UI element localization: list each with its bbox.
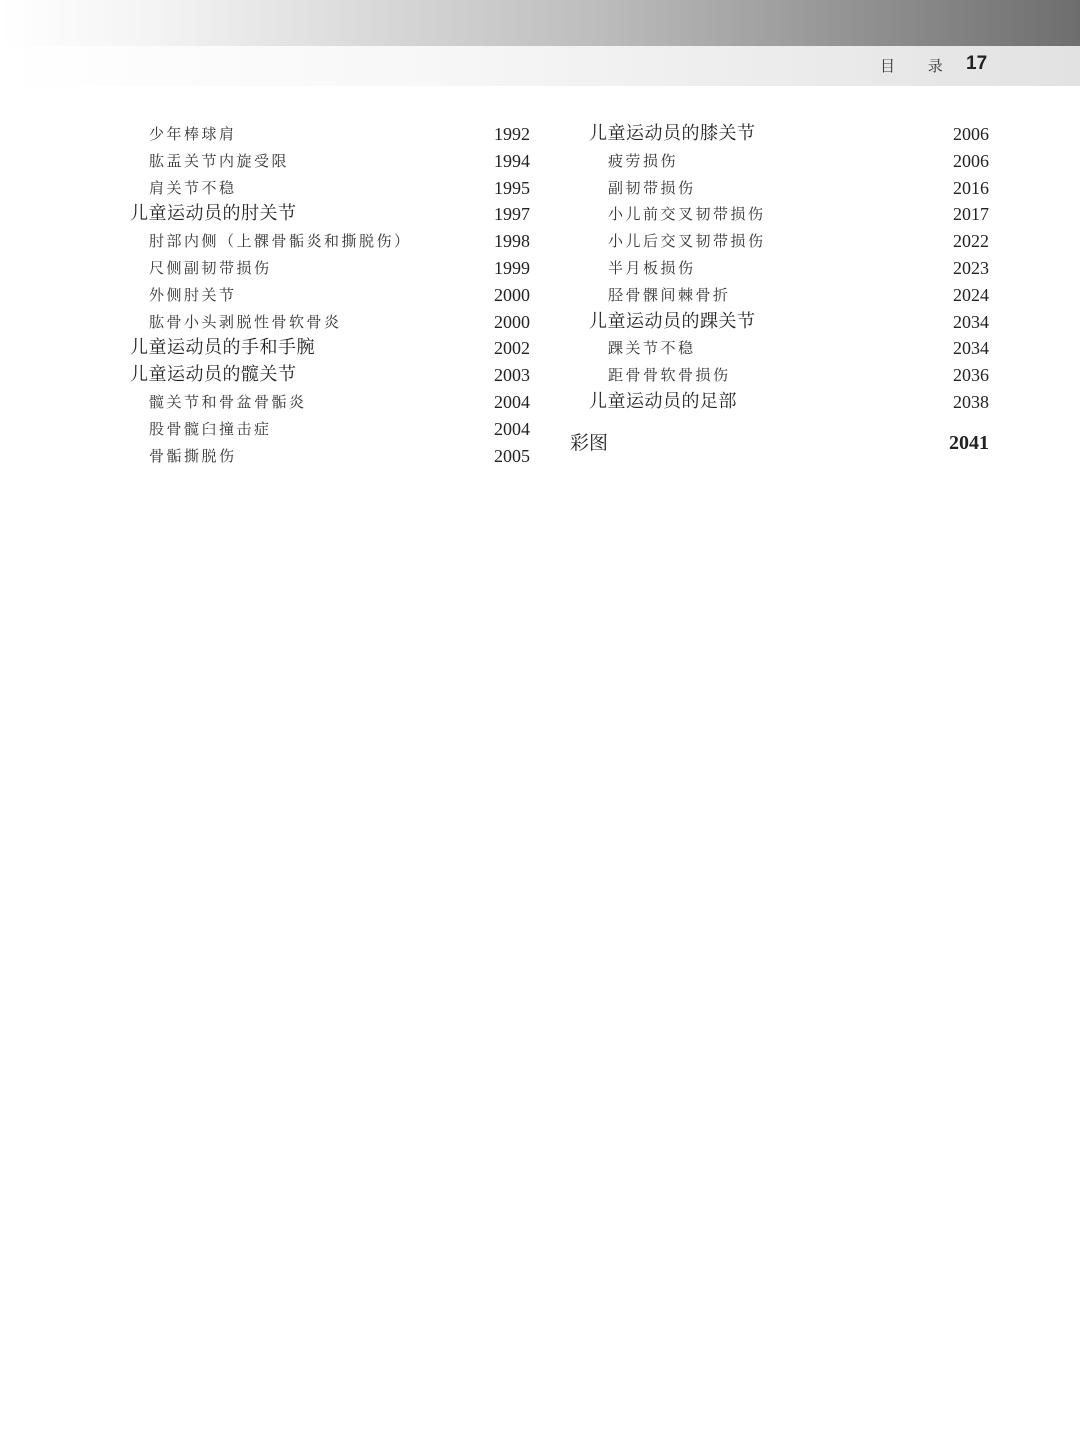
toc-chapter-entry[interactable]	[130, 201, 530, 228]
toc-entry-title: 髋关节和骨盆骨骺炎	[149, 392, 307, 411]
running-header-title: 目 录	[880, 57, 957, 75]
toc-entry-title: 踝关节不稳	[608, 339, 696, 358]
toc-entry-page: 1999	[494, 257, 530, 278]
toc-major-entry-page: 2041	[949, 432, 989, 454]
toc-entry-title: 肱盂关节内旋受限	[149, 151, 290, 170]
toc-entry-page: 2034	[953, 338, 989, 359]
toc-entry-title: 副韧带损伤	[608, 178, 696, 197]
toc-entry-page: 1997	[494, 204, 530, 225]
toc-section-entry[interactable]	[130, 443, 530, 470]
toc-section-entry[interactable]	[589, 255, 989, 282]
toc-entry-title: 外侧肘关节	[149, 285, 237, 304]
toc-entry-page: 2016	[953, 177, 989, 198]
toc-section-entry[interactable]	[130, 389, 530, 416]
toc-entry-title: 小儿前交叉韧带损伤	[608, 205, 766, 224]
toc-chapter-entry[interactable]	[130, 362, 530, 389]
toc-entry-title: 儿童运动员的髋关节	[130, 364, 297, 386]
toc-chapter-entry[interactable]	[130, 335, 530, 362]
toc-entry-page: 2022	[953, 231, 989, 252]
toc-entry-page: 2017	[953, 204, 989, 225]
toc-entry-page: 2000	[494, 284, 530, 305]
toc-major-entry[interactable]	[570, 428, 989, 458]
toc-entry-title: 儿童运动员的足部	[589, 390, 737, 412]
toc-entry-page: 2024	[953, 284, 989, 305]
toc-entry-title: 儿童运动员的手和手腕	[130, 337, 315, 359]
toc-entry-page: 2023	[953, 257, 989, 278]
toc-entry-page: 1994	[494, 150, 530, 171]
toc-entry-title: 距骨骨软骨损伤	[608, 366, 731, 385]
toc-entry-title: 肘部内侧（上髁骨骺炎和撕脱伤）	[149, 232, 412, 251]
toc-entry-title: 尺侧副韧带损伤	[149, 258, 272, 277]
toc-entry-page: 1998	[494, 231, 530, 252]
toc-section-entry[interactable]	[589, 228, 989, 255]
toc-entry-page: 2002	[494, 338, 530, 359]
toc-section-entry[interactable]	[589, 148, 989, 175]
toc-left-column	[130, 121, 530, 469]
toc-chapter-entry[interactable]	[589, 309, 989, 336]
toc-section-entry[interactable]	[130, 175, 530, 202]
toc-entry-page: 2006	[953, 150, 989, 171]
toc-entry-page: 1995	[494, 177, 530, 198]
toc-section-entry[interactable]	[130, 148, 530, 175]
toc-section-entry[interactable]	[130, 228, 530, 255]
toc-entry-title: 胫骨髁间棘骨折	[608, 285, 731, 304]
toc-entry-title: 肩关节不稳	[149, 178, 237, 197]
toc-section-entry[interactable]	[130, 416, 530, 443]
page-number: 17	[966, 53, 988, 74]
toc-entry-page: 2038	[953, 391, 989, 412]
toc-entry-title: 儿童运动员的踝关节	[589, 310, 756, 332]
toc-right-column	[589, 121, 989, 416]
toc-section-entry[interactable]	[130, 121, 530, 148]
toc-entry-page: 2005	[494, 445, 530, 466]
toc-entry-title: 肱骨小头剥脱性骨软骨炎	[149, 312, 342, 331]
toc-major-entry-title: 彩图	[570, 432, 609, 454]
toc-chapter-entry[interactable]	[589, 121, 989, 148]
toc-entry-page: 2004	[494, 391, 530, 412]
toc-entry-title: 儿童运动员的膝关节	[589, 123, 756, 144]
toc-entry-page: 2004	[494, 418, 530, 439]
toc-entry-page: 2006	[953, 124, 989, 144]
toc-entry-page: 2034	[953, 311, 989, 332]
toc-section-entry[interactable]	[130, 255, 530, 282]
toc-entry-title: 股骨髋臼撞击症	[149, 419, 272, 438]
toc-section-entry[interactable]	[130, 309, 530, 336]
toc-entry-title: 儿童运动员的肘关节	[130, 203, 297, 225]
toc-entry-page: 1992	[494, 124, 530, 144]
toc-section-entry[interactable]	[589, 335, 989, 362]
header-band	[0, 0, 1080, 46]
toc-entry-title: 半月板损伤	[608, 258, 696, 277]
toc-section-entry[interactable]	[589, 282, 989, 309]
toc-entry-title: 疲劳损伤	[608, 151, 679, 170]
toc-entry-title: 少年棒球肩	[149, 125, 237, 143]
toc-section-entry[interactable]	[589, 201, 989, 228]
toc-entry-page: 2036	[953, 365, 989, 386]
toc-entry-page: 2003	[494, 365, 530, 386]
toc-section-entry[interactable]	[589, 362, 989, 389]
toc-section-entry[interactable]	[589, 175, 989, 202]
toc-entry-title: 小儿后交叉韧带损伤	[608, 232, 766, 251]
toc-entry-title: 骨骺撕脱伤	[149, 446, 237, 465]
toc-entry-page: 2000	[494, 311, 530, 332]
toc-section-entry[interactable]	[130, 282, 530, 309]
toc-chapter-entry[interactable]	[589, 389, 989, 416]
